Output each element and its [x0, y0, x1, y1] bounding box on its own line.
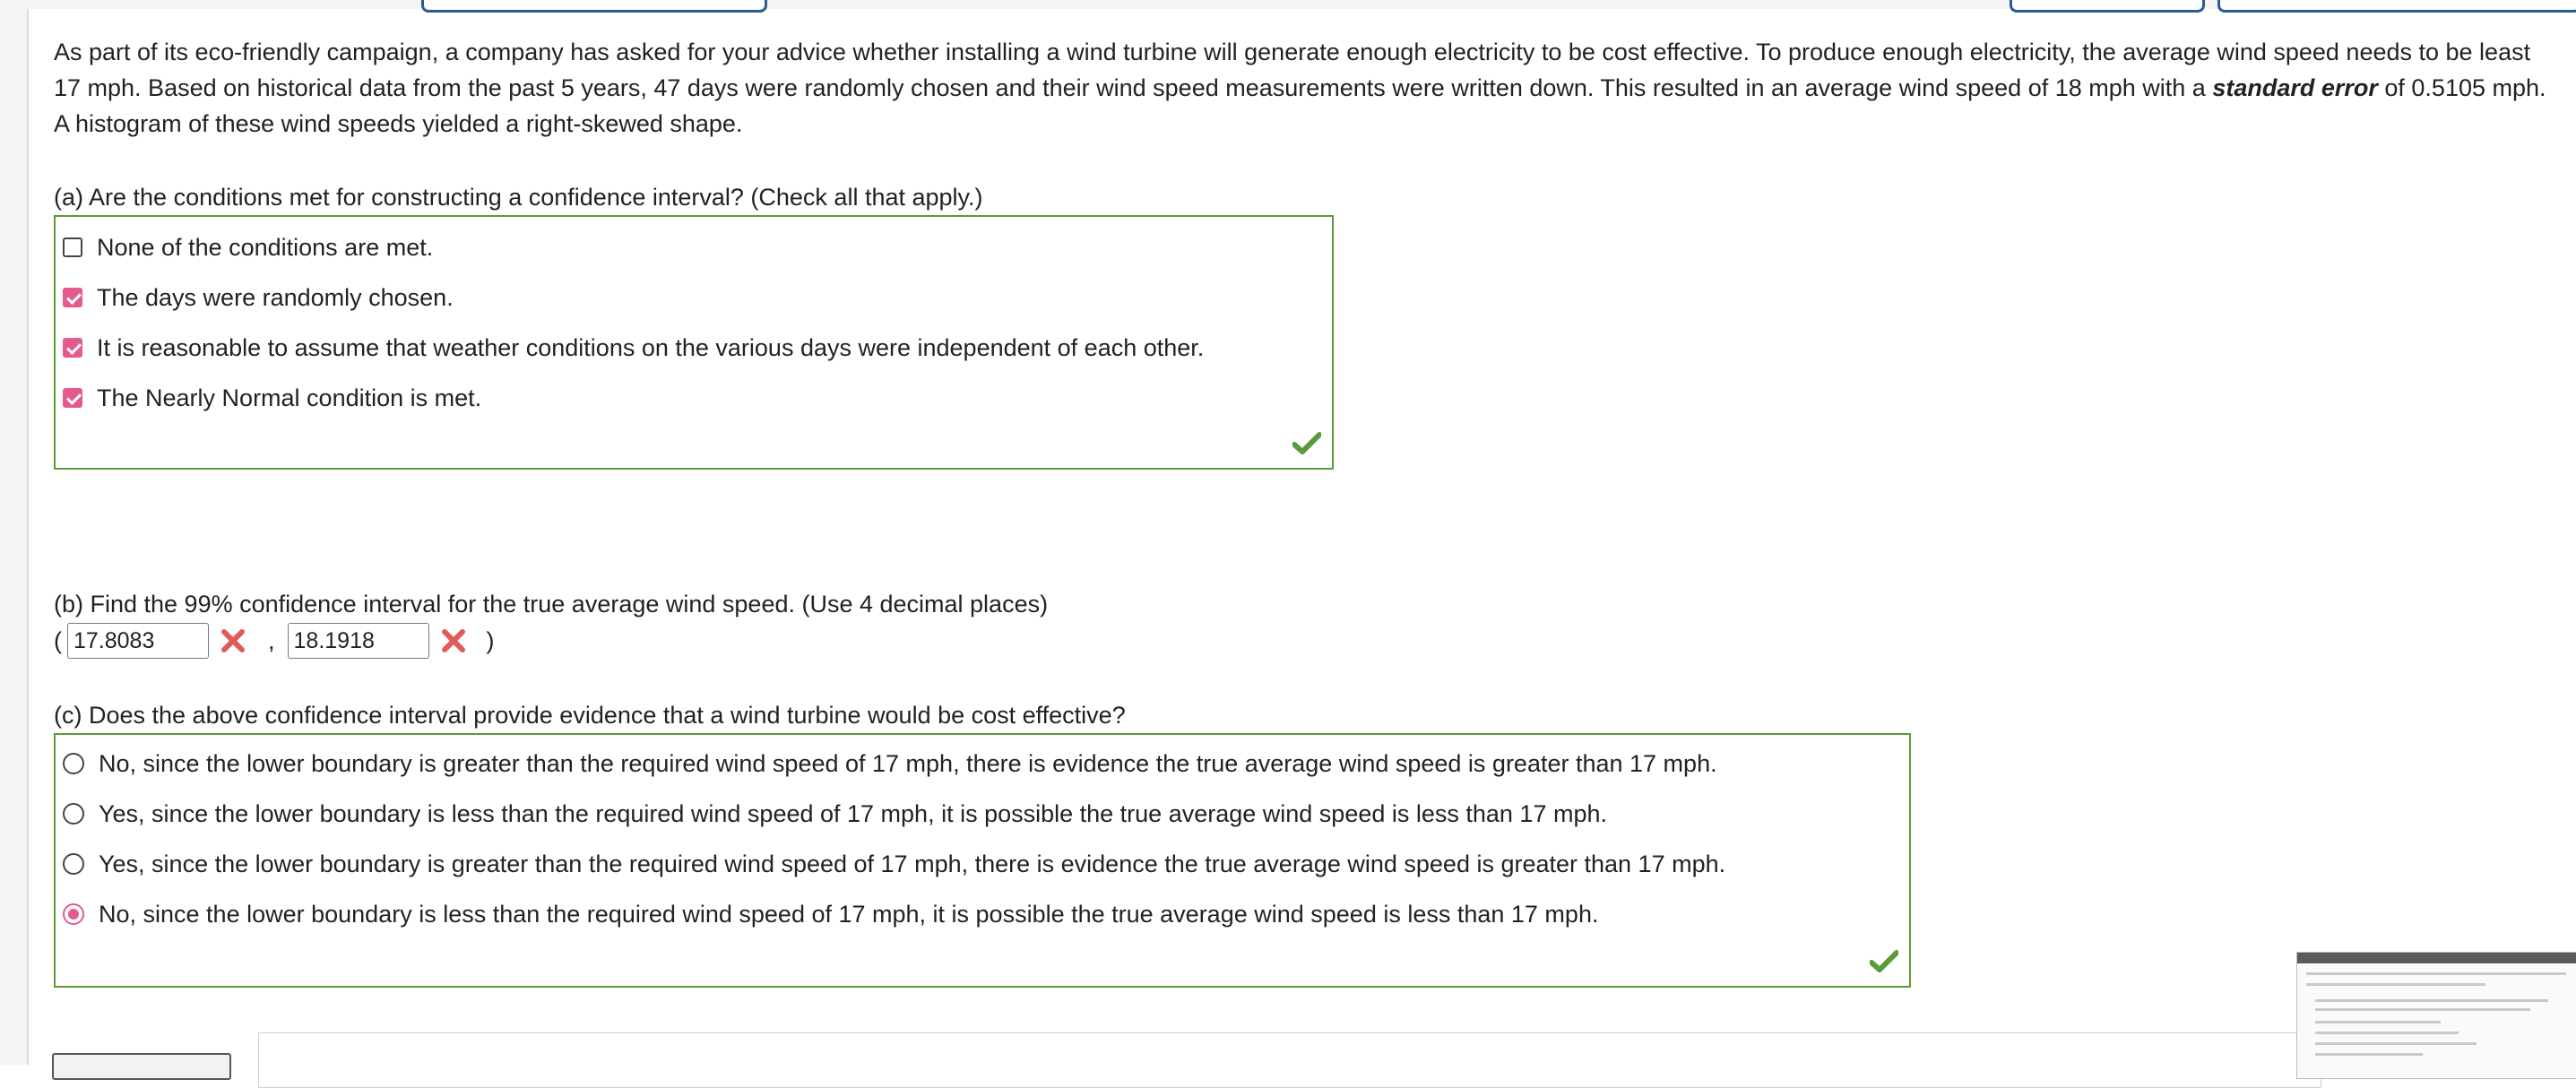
problem-text-after: of 0.5105 mph. A histogram of these wind speeds yielded a right-skewed shape.	[54, 74, 2546, 137]
part-a-option-label: The Nearly Normal condition is met.	[97, 384, 482, 411]
problem-text-before: As part of its eco-friendly campaign, a company has asked for your advice whether installing a wind turbine will generate enough electricity to be cost effective. To produce enough electricity, the average wind speed needs to be least 17 mph. Based on historical data from the past 5 years, 47 days were randomly chosen and their wind speed measurements were written down. This resulted in an average wind speed of 18 mph with a	[54, 39, 2531, 101]
close-paren: )	[486, 626, 495, 654]
radio-unselected[interactable]	[63, 803, 84, 825]
top-toolbar-button-1[interactable]	[421, 0, 767, 13]
part-c-option-1[interactable]	[63, 746, 1717, 781]
part-c-question: (c) Does the above confidence interval provide evidence that a wind turbine would be cost effective?	[54, 702, 1126, 729]
thumbnail-line	[2315, 1008, 2530, 1011]
part-c-option-label: No, since the lower boundary is less than the required wind speed of 17 mph, it is possible the true average wind speed is less than 17 mph.	[99, 900, 1599, 928]
part-a-option-none[interactable]	[63, 229, 433, 265]
thumbnail-line	[2315, 1042, 2477, 1045]
thumbnail-line	[2315, 1032, 2459, 1034]
ci-upper-input[interactable]	[288, 623, 429, 659]
part-a-option-independent[interactable]	[63, 330, 1204, 366]
part-a-option-label: The days were randomly chosen.	[97, 283, 454, 311]
interval-separator: ,	[268, 626, 275, 654]
part-c-option-label: Yes, since the lower boundary is less than the required wind speed of 17 mph, it is possible the true average wind speed is less than 17 mph.	[99, 799, 1607, 827]
part-c-option-4[interactable]	[63, 896, 1598, 932]
left-margin-rail	[0, 9, 29, 1065]
part-c-option-2[interactable]	[63, 796, 1607, 832]
thumbnail-line	[2306, 983, 2485, 986]
thumbnail-line	[2315, 999, 2548, 1002]
part-c-answer-box	[54, 733, 1911, 988]
thumbnail-line	[2306, 972, 2566, 975]
open-paren: (	[54, 626, 62, 654]
part-a-option-random[interactable]	[63, 280, 454, 315]
problem-statement	[54, 34, 2554, 142]
checkbox-checked[interactable]	[63, 388, 82, 408]
part-a-option-nearly-normal[interactable]	[63, 380, 481, 416]
part-a-question: (a) Are the conditions met for constructing a confidence interval? (Check all that apply.)	[54, 184, 983, 211]
part-c-option-label: No, since the lower boundary is greater than the required wind speed of 17 mph, there is evidence the true average wind speed is greater than 17 mph.	[99, 749, 1717, 777]
checkbox-checked[interactable]	[63, 338, 82, 358]
top-toolbar-button-3[interactable]	[2217, 0, 2576, 13]
problem-emphasis: standard error	[2212, 74, 2378, 101]
checkbox-unchecked[interactable]	[63, 237, 82, 257]
part-c-option-label: Yes, since the lower boundary is greater than the required wind speed of 17 mph, there is evidence the true average wind speed is greater than 17 mph.	[99, 850, 1726, 877]
radio-unselected[interactable]	[63, 853, 84, 875]
thumbnail-line	[2315, 1021, 2441, 1023]
checkmark-icon	[1292, 432, 1321, 455]
confidence-interval-row	[54, 618, 495, 663]
screenshot-thumbnail[interactable]	[2296, 952, 2576, 1079]
part-c-option-3[interactable]	[63, 846, 1725, 882]
checkbox-checked[interactable]	[63, 288, 82, 307]
part-a-answer-box	[54, 215, 1334, 470]
x-mark-icon	[440, 627, 467, 654]
part-a-option-label: None of the conditions are met.	[97, 233, 434, 261]
x-mark-icon	[220, 627, 246, 654]
top-toolbar-button-2[interactable]	[2010, 0, 2205, 13]
part-a-option-label: It is reasonable to assume that weather conditions on the various days were independent of each other.	[97, 333, 1205, 361]
submit-answer-button[interactable]	[52, 1053, 231, 1080]
thumbnail-line	[2315, 1053, 2423, 1056]
radio-selected[interactable]	[63, 903, 84, 925]
ci-lower-input[interactable]	[67, 623, 209, 659]
lower-content-panel	[258, 1032, 2321, 1088]
part-b-question: (b) Find the 99% confidence interval for the true average wind speed. (Use 4 decimal places)	[54, 591, 1049, 617]
radio-unselected[interactable]	[63, 753, 84, 774]
checkmark-icon	[1870, 950, 1898, 973]
thumbnail-titlebar	[2297, 953, 2576, 963]
